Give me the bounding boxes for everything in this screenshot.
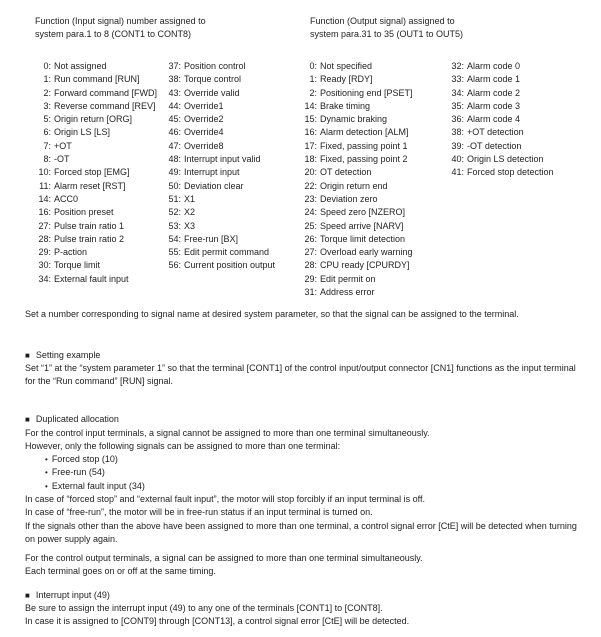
signal-label: Override4 (184, 127, 224, 138)
signal-row (150, 166, 275, 179)
signal-number: 0: (309, 61, 317, 71)
text-line: Function (Output signal) assigned to (310, 16, 455, 26)
signal-number: 28: (38, 233, 51, 244)
signal-label: +OT detection (467, 127, 524, 138)
signal-label: Speed arrive [NARV] (320, 220, 404, 231)
signal-row (433, 166, 554, 179)
section-heading-label: Interrupt input (49) (35, 590, 110, 600)
text-line: on power supply again. (25, 533, 118, 544)
signal-row (286, 206, 413, 219)
text-line: Be sure to assign the interrupt input (49) to any one of the terminals [CONT1] to [CONT8]. (25, 603, 383, 613)
signal-label: ACC0 (54, 193, 79, 204)
signal-number: 23: (304, 193, 317, 204)
signal-number: 5: (43, 114, 51, 125)
signal-label: Torque limit (54, 260, 101, 271)
signal-number: 38: (451, 127, 464, 138)
signal-number: 37: (168, 61, 181, 71)
signal-number: 1: (309, 74, 317, 85)
signal-number: 27: (38, 220, 51, 231)
section-marker-icon: ■ (25, 590, 30, 600)
signal-label: X1 (184, 193, 196, 204)
signal-row (20, 140, 157, 153)
signal-number: 54: (168, 233, 181, 244)
signal-row (150, 113, 275, 126)
signal-label: Deviation clear (184, 180, 244, 191)
duplicated-allocation-paragraph-1 (25, 427, 430, 454)
signal-row (20, 100, 157, 113)
signal-number: 49: (168, 167, 181, 178)
signal-label: Not assigned (54, 61, 107, 71)
duplicated-allocation-heading (25, 413, 119, 426)
input-signal-list-col2 (150, 60, 275, 273)
signal-number: 16: (304, 127, 317, 138)
signal-row (20, 73, 157, 86)
duplicated-allocation-paragraph-3 (25, 552, 423, 579)
signal-number: 55: (168, 247, 181, 258)
signal-row (20, 193, 157, 206)
signal-number: 33: (451, 74, 464, 85)
input-section-heading (35, 15, 206, 42)
signal-label: Override2 (184, 114, 224, 125)
signal-number: 28: (304, 260, 317, 271)
signal-number: 25: (304, 220, 317, 231)
signal-row (20, 153, 157, 166)
section-marker-icon: ■ (25, 350, 30, 360)
signal-row (20, 180, 157, 193)
signal-label: Positioning end [PSET] (320, 87, 413, 98)
signal-row (150, 140, 275, 153)
signal-number: 22: (304, 180, 317, 191)
signal-number: 30: (38, 260, 51, 271)
signal-number: 36: (451, 114, 464, 125)
signal-row (286, 126, 413, 139)
signal-number: 29: (304, 273, 317, 284)
section-marker-icon: ■ (25, 414, 30, 424)
signal-row (20, 87, 157, 100)
signal-row (286, 233, 413, 246)
signal-label: Forward command [FWD] (54, 87, 158, 98)
bullet-item (45, 453, 145, 466)
signal-label: Edit permit command (184, 247, 270, 258)
signal-label: Alarm code 0 (467, 61, 521, 71)
signal-label: Address error (320, 287, 375, 298)
duplicated-allocation-paragraph-2 (25, 493, 577, 546)
signal-label: Alarm code 2 (467, 87, 521, 98)
text-line: Function (Input signal) number assigned to (35, 16, 206, 26)
signal-label: External fault input (54, 273, 129, 284)
signal-row (286, 87, 413, 100)
signal-label: Ready [RDY] (320, 74, 373, 85)
text-line: system para.1 to 8 (CONT1 to CONT8) (35, 29, 192, 40)
signal-row (286, 180, 413, 193)
signal-label: Speed zero [NZERO] (320, 207, 406, 218)
signal-label: Brake timing (320, 100, 371, 111)
signal-number: 15: (304, 114, 317, 125)
signal-label: Alarm code 3 (467, 100, 521, 111)
signal-row (433, 100, 554, 113)
signal-number: 10: (38, 167, 51, 178)
bullet-item (45, 480, 145, 493)
signal-row (150, 153, 275, 166)
input-signal-list-col1 (20, 60, 157, 286)
signal-label: Pulse train ratio 2 (54, 233, 125, 244)
signal-label: Interrupt input valid (184, 154, 261, 165)
signal-number: 7: (43, 140, 51, 151)
signal-number: 45: (168, 114, 181, 125)
signal-row (286, 60, 413, 73)
signal-number: 48: (168, 154, 181, 165)
signal-number: 2: (309, 87, 317, 98)
setting-example-heading (25, 349, 100, 362)
text-line: system para.31 to 35 (OUT1 to OUT5) (310, 29, 464, 40)
signal-number: 1: (43, 74, 51, 85)
signal-row (150, 73, 275, 86)
signal-number: 27: (304, 247, 317, 258)
signal-number: 17: (304, 140, 317, 151)
signal-label: Alarm code 4 (467, 114, 521, 125)
signal-row (286, 100, 413, 113)
signal-label: X3 (184, 220, 196, 231)
signal-row (20, 259, 157, 272)
bullet-item (45, 466, 145, 479)
signal-number: 50: (168, 180, 181, 191)
signal-number: 29: (38, 247, 51, 258)
signal-label: Override valid (184, 87, 240, 98)
signal-number: 20: (304, 167, 317, 178)
interrupt-input-paragraph (25, 602, 409, 629)
signal-row (286, 73, 413, 86)
signal-number: 40: (451, 154, 464, 165)
setting-example-paragraph (25, 362, 576, 389)
signal-row (286, 259, 413, 272)
signal-number: 35: (451, 100, 464, 111)
signal-number: 32: (451, 61, 464, 71)
signal-number: 38: (168, 74, 181, 85)
signal-row (433, 153, 554, 166)
output-signal-list-col1 (286, 60, 413, 299)
signal-label: Origin LS detection (467, 154, 544, 165)
signal-label: -OT detection (467, 140, 522, 151)
signal-label: Pulse train ratio 1 (54, 220, 125, 231)
interrupt-input-heading (25, 589, 110, 602)
signal-number: 0: (43, 61, 51, 71)
signal-row (433, 60, 554, 73)
signal-label: Overload early warning (320, 247, 413, 258)
signal-row (150, 220, 275, 233)
signal-row (150, 233, 275, 246)
text-line: For the control output terminals, a signal can be assigned to more than one terminal simultaneously. (25, 553, 423, 563)
signal-number: 53: (168, 220, 181, 231)
duplicated-allocation-bullet-list (45, 453, 145, 493)
signal-number: 52: (168, 207, 181, 218)
signal-label: Fixed, passing point 1 (320, 140, 408, 151)
signal-number: 44: (168, 100, 181, 111)
bullet-icon: • (45, 455, 48, 464)
signal-row (150, 259, 275, 272)
signal-label: -OT (54, 154, 70, 165)
signal-label: Forced stop detection (467, 167, 554, 178)
signal-row (20, 273, 157, 286)
signal-number: 56: (168, 260, 181, 271)
signal-label: Free-run [BX] (184, 233, 239, 244)
signal-number: 16: (38, 207, 51, 218)
signal-label: Edit permit on (320, 273, 376, 284)
signal-row (20, 206, 157, 219)
signal-row (286, 286, 413, 299)
signal-number: 34: (38, 273, 51, 284)
signal-row (150, 206, 275, 219)
signal-row (20, 246, 157, 259)
signal-number: 47: (168, 140, 181, 151)
signal-label: Fixed, passing point 2 (320, 154, 408, 165)
signal-row (286, 193, 413, 206)
signal-label: Torque control (184, 74, 242, 85)
signal-number: 51: (168, 193, 181, 204)
text-line: In case of “free-run”, the motor will be in free-run status if an input terminal is turned on. (25, 507, 373, 518)
signal-row (20, 220, 157, 233)
signal-label: Alarm code 1 (467, 74, 521, 85)
signal-number: 14: (304, 100, 317, 111)
signal-row (433, 140, 554, 153)
signal-label: Not specified (320, 61, 373, 71)
signal-label: Override1 (184, 100, 224, 111)
signal-row (150, 193, 275, 206)
bullet-label: Forced stop (10) (51, 454, 118, 464)
bullet-label: External fault input (34) (51, 480, 145, 491)
output-signal-list-col2 (433, 60, 554, 180)
signal-label: P-action (54, 247, 88, 258)
signal-number: 2: (43, 87, 51, 98)
signal-row (433, 87, 554, 100)
signal-row (20, 60, 157, 73)
signal-label: Interrupt input (184, 167, 240, 178)
signal-number: 39: (451, 140, 464, 151)
text-line: In case it is assigned to [CONT9] through [CONT13], a control signal error [CtE] will be detected. (25, 616, 410, 627)
intro-paragraph (25, 308, 519, 321)
signal-row (433, 73, 554, 86)
signal-label: Run command [RUN] (54, 74, 140, 85)
signal-row (286, 153, 413, 166)
signal-label: OT detection (320, 167, 372, 178)
signal-label: X2 (184, 207, 196, 218)
signal-label: Dynamic braking (320, 114, 388, 125)
signal-number: 46: (168, 127, 181, 138)
section-heading-label: Setting example (35, 350, 101, 360)
text-line: Each terminal goes on or off at the same timing. (25, 566, 216, 577)
signal-label: Alarm detection [ALM] (320, 127, 409, 138)
signal-row (150, 126, 275, 139)
signal-label: Current position output (184, 260, 276, 271)
signal-label: Origin return [ORG] (54, 114, 133, 125)
signal-row (20, 113, 157, 126)
section-heading-label: Duplicated allocation (35, 414, 119, 424)
signal-label: Position preset (54, 207, 114, 218)
signal-row (20, 166, 157, 179)
signal-number: 24: (304, 207, 317, 218)
signal-row (286, 220, 413, 233)
text-line: If the signals other than the above have been assigned to more than one terminal, a control signal error [CtE] will be detected when turning (25, 520, 577, 531)
signal-row (433, 126, 554, 139)
signal-row (286, 246, 413, 259)
signal-label: Origin LS [LS] (54, 127, 111, 138)
text-line: However, only the following signals can be assigned to more than one terminal: (25, 441, 341, 452)
signal-label: Deviation zero (320, 193, 378, 204)
text-line: for the “Run command” [RUN] signal. (25, 376, 174, 387)
signal-row (286, 273, 413, 286)
signal-row (286, 113, 413, 126)
signal-row (150, 180, 275, 193)
signal-number: 14: (38, 193, 51, 204)
signal-row (150, 87, 275, 100)
bullet-icon: • (45, 468, 48, 478)
signal-row (286, 166, 413, 179)
signal-row (20, 233, 157, 246)
signal-number: 26: (304, 233, 317, 244)
signal-label: CPU ready [CPURDY] (320, 260, 410, 271)
signal-number: 43: (168, 87, 181, 98)
signal-row (150, 60, 275, 73)
signal-row (286, 140, 413, 153)
signal-label: +OT (54, 140, 72, 151)
signal-label: Override8 (184, 140, 224, 151)
bullet-label: Free-run (54) (51, 467, 105, 478)
bullet-icon: • (45, 481, 48, 491)
signal-number: 34: (451, 87, 464, 98)
signal-number: 11: (39, 180, 51, 191)
text-line: In case of “forced stop” and “external fault input”, the motor will stop forcibly if an input terminal is off. (25, 494, 426, 504)
signal-row (433, 113, 554, 126)
signal-label: Forced stop [EMG] (54, 167, 130, 178)
signal-row (150, 246, 275, 259)
signal-number: 41: (451, 167, 464, 178)
text-line: For the control input terminals, a signal cannot be assigned to more than one terminal simultaneously. (25, 428, 430, 438)
output-section-heading (310, 15, 463, 42)
signal-number: 18: (304, 154, 317, 165)
signal-label: Reverse command [REV] (54, 100, 156, 111)
signal-number: 31: (304, 287, 317, 298)
signal-number: 3: (43, 100, 51, 111)
text-line: Set a number corresponding to signal name at desired system parameter, so that the signal can be assigned to the terminal. (25, 309, 519, 319)
signal-label: Origin return end (320, 180, 388, 191)
signal-row (20, 126, 157, 139)
signal-label: Position control (184, 61, 246, 71)
signal-number: 6: (43, 127, 51, 138)
signal-number: 8: (43, 154, 51, 165)
signal-row (150, 100, 275, 113)
signal-label: Torque limit detection (320, 233, 406, 244)
signal-label: Alarm reset [RST] (54, 180, 126, 191)
text-line: Set “1” at the “system parameter 1” so that the terminal [CONT1] of the control input/output connector [CN1] functions as the input terminal (25, 363, 576, 373)
